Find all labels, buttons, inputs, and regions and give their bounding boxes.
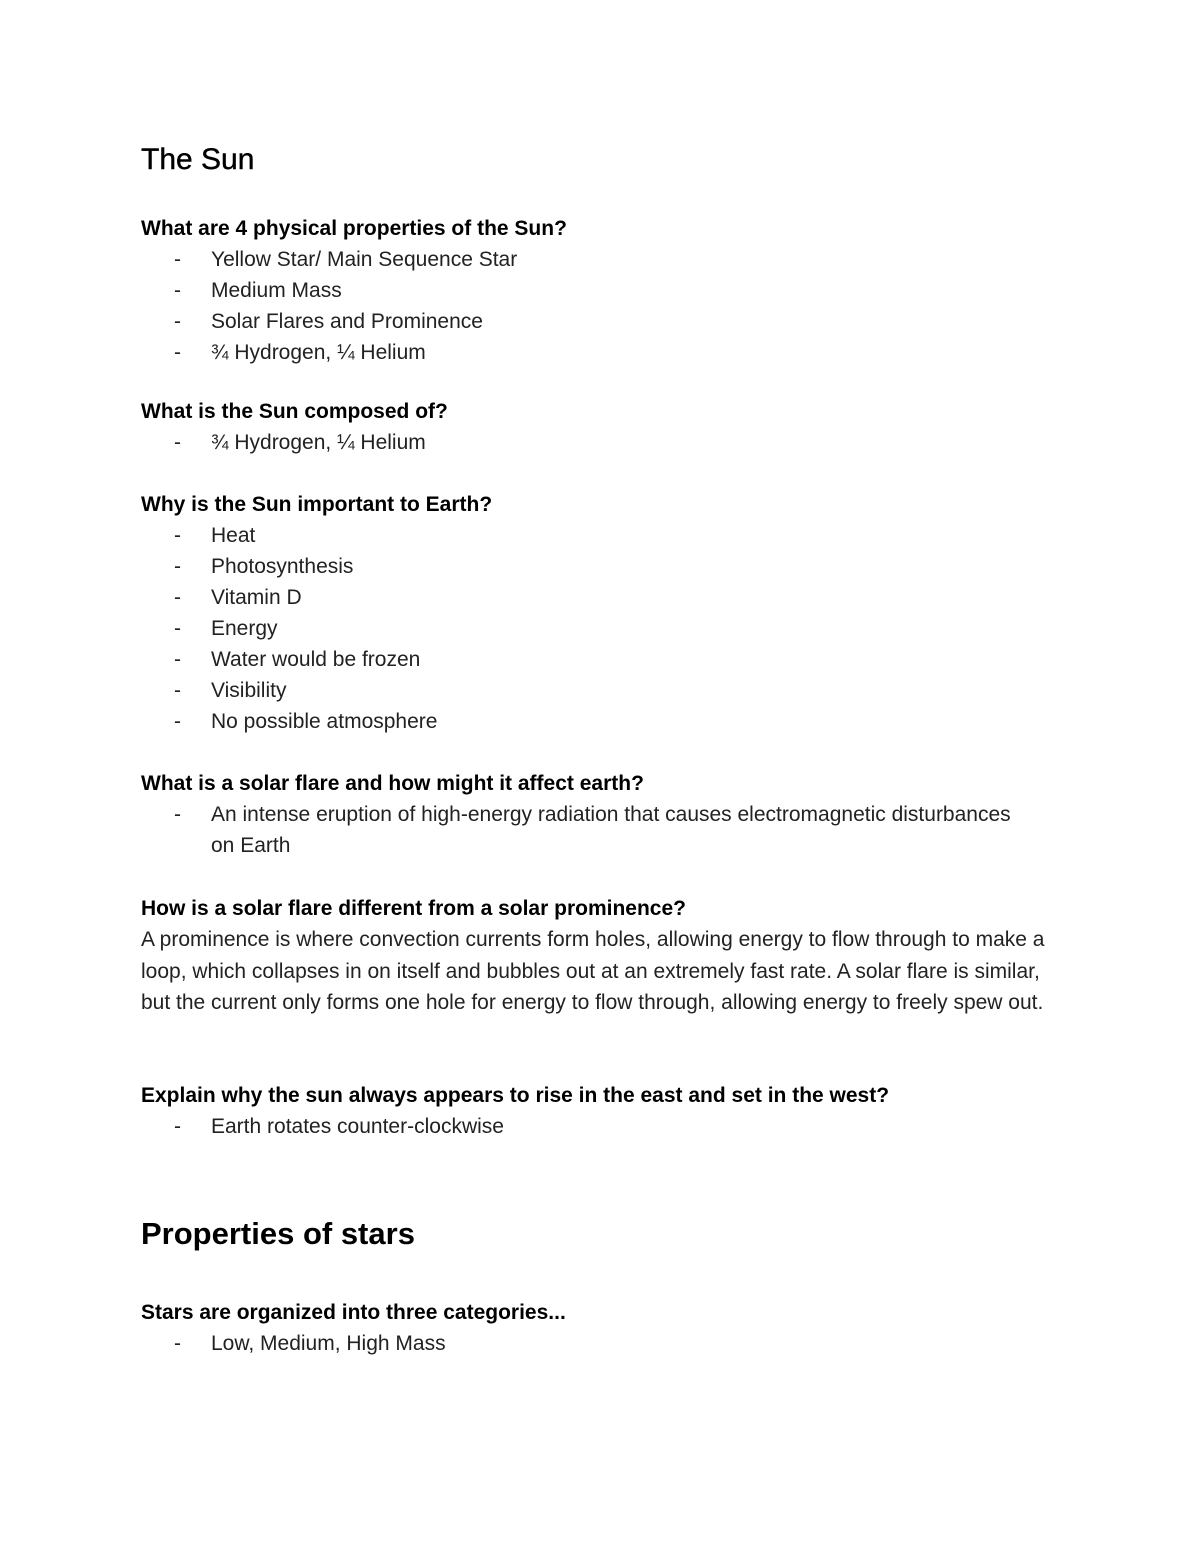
answer-text: ¾ Hydrogen, ¼ Helium xyxy=(211,341,426,364)
list-item xyxy=(141,675,1061,706)
dash-bullet: - xyxy=(174,586,181,609)
question-block-sunrise xyxy=(141,1080,1061,1142)
question-block-solar-flare xyxy=(141,768,1061,861)
answer-list xyxy=(141,1111,1061,1142)
answer-list xyxy=(141,520,1061,737)
list-item xyxy=(141,644,1061,675)
list-item xyxy=(141,306,1061,337)
question-block-composition xyxy=(141,396,1061,458)
list-item xyxy=(141,275,1061,306)
list-item xyxy=(141,427,1061,458)
dash-bullet: - xyxy=(174,248,181,271)
answer-text: Photosynthesis xyxy=(211,555,354,578)
answer-list xyxy=(141,427,1061,458)
dash-bullet: - xyxy=(174,1115,181,1138)
answer-text: No possible atmosphere xyxy=(211,710,438,733)
question-block-flare-vs-prominence xyxy=(141,893,1061,1019)
list-item xyxy=(141,582,1061,613)
question-heading: What is the Sun composed of? xyxy=(141,400,448,423)
answer-text: Energy xyxy=(211,617,278,640)
answer-text: Low, Medium, High Mass xyxy=(211,1332,446,1355)
list-item xyxy=(141,613,1061,644)
list-item xyxy=(141,551,1061,582)
answer-text: Yellow Star/ Main Sequence Star xyxy=(211,248,518,271)
dash-bullet: - xyxy=(174,555,181,578)
answer-text: ¾ Hydrogen, ¼ Helium xyxy=(211,431,426,454)
answer-list xyxy=(141,799,1061,861)
answer-paragraph: A prominence is where convection currents form holes, allowing energy to flow through to make a loop, which collapses in on itself and bubbles out at an extremely fast rate. A solar flare is similar, but the current only forms one hole for energy to flow through, allowing energy to freely spew out. xyxy=(141,928,1045,1014)
list-item xyxy=(141,1111,1061,1142)
dash-bullet: - xyxy=(174,617,181,640)
dash-bullet: - xyxy=(174,648,181,671)
list-item xyxy=(141,1328,1061,1359)
question-heading: Why is the Sun important to Earth? xyxy=(141,493,493,516)
dash-bullet: - xyxy=(174,310,181,333)
answer-text: An intense eruption of high-energy radiation that causes electromagnetic disturbances on Earth xyxy=(211,803,1011,857)
list-item xyxy=(141,337,1061,368)
answer-text: Visibility xyxy=(211,679,287,702)
answer-text: Water would be frozen xyxy=(211,648,421,671)
dash-bullet: - xyxy=(174,279,181,302)
answer-text: Solar Flares and Prominence xyxy=(211,310,483,333)
list-item xyxy=(141,520,1061,551)
list-item xyxy=(141,799,1011,861)
section-title-the-sun: The Sun xyxy=(141,143,255,176)
question-heading: How is a solar flare different from a solar prominence? xyxy=(141,897,686,920)
answer-text: Earth rotates counter-clockwise xyxy=(211,1115,504,1138)
question-heading: What is a solar flare and how might it affect earth? xyxy=(141,772,644,795)
question-heading: Explain why the sun always appears to rise in the east and set in the west? xyxy=(141,1084,890,1107)
question-heading: Stars are organized into three categories... xyxy=(141,1301,566,1324)
question-block-importance xyxy=(141,489,1061,737)
answer-text: Heat xyxy=(211,524,256,547)
dash-bullet: - xyxy=(174,341,181,364)
answer-text: Vitamin D xyxy=(211,586,302,609)
list-item xyxy=(141,244,1061,275)
list-item xyxy=(141,706,1061,737)
answer-list xyxy=(141,1328,1061,1359)
dash-bullet: - xyxy=(174,710,181,733)
question-block-star-categories xyxy=(141,1297,1061,1359)
answer-text: Medium Mass xyxy=(211,279,342,302)
dash-bullet: - xyxy=(174,803,181,826)
answer-list xyxy=(141,244,1061,368)
dash-bullet: - xyxy=(174,1332,181,1355)
section-title-properties-of-stars: Properties of stars xyxy=(141,1216,415,1251)
dash-bullet: - xyxy=(174,524,181,547)
dash-bullet: - xyxy=(174,431,181,454)
dash-bullet: - xyxy=(174,679,181,702)
question-block-properties xyxy=(141,213,1061,368)
question-heading: What are 4 physical properties of the Sun? xyxy=(141,217,567,240)
